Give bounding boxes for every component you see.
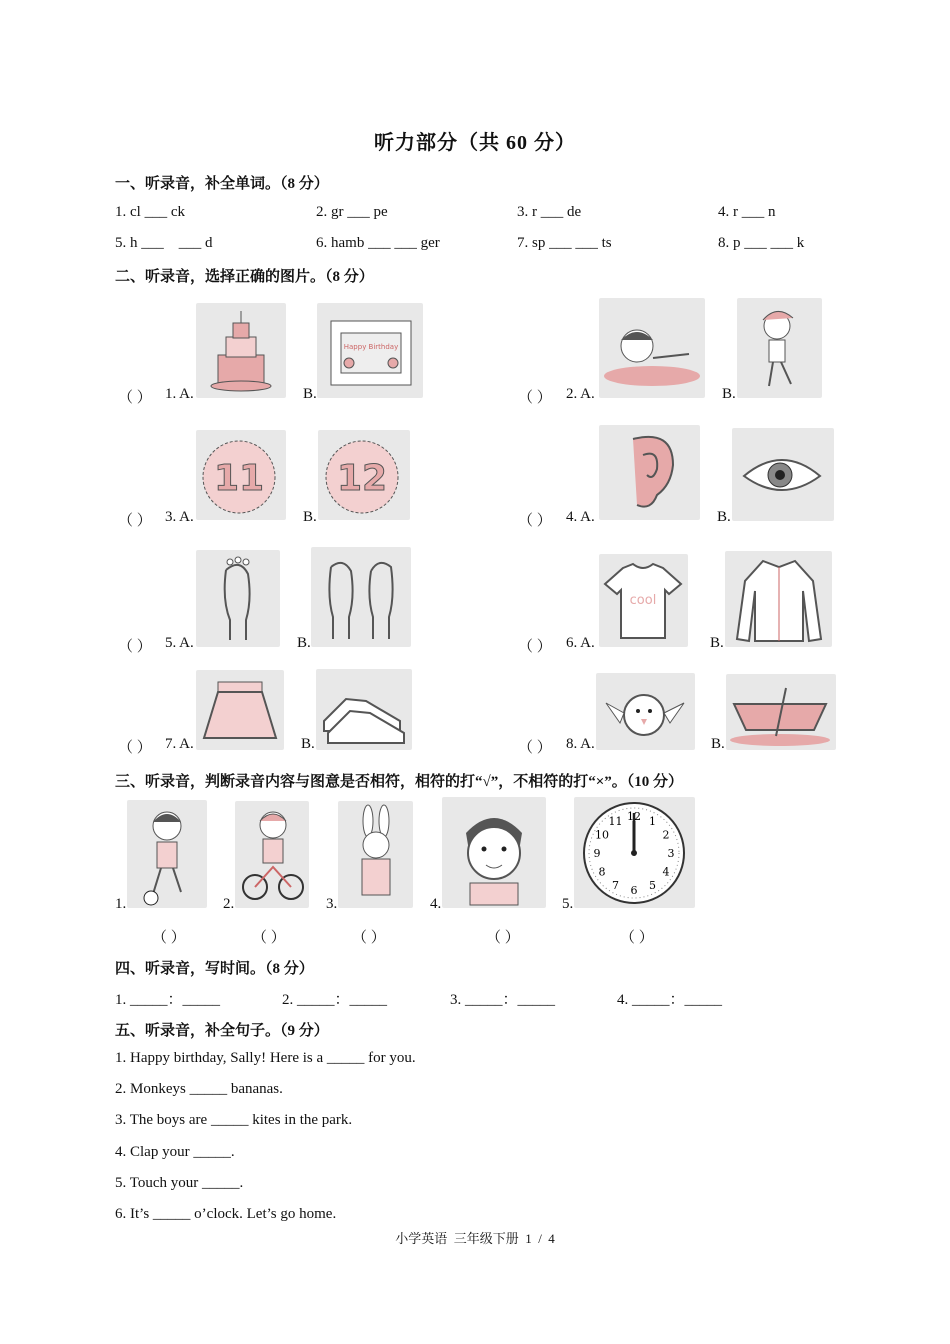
option-b-label: B. [717,509,731,525]
clock-number: 4 [662,865,670,879]
time-blank[interactable]: 4. _____：_____ [617,992,723,1008]
item-number: 1. [115,896,127,912]
t-shirt-picture[interactable] [599,554,688,647]
shirt-picture[interactable] [725,551,832,647]
fill-item: 1. cl ___ ck [115,204,185,220]
option-b-label: B. [710,635,724,651]
option-b-label: B. [297,635,311,651]
clock-number: 7 [612,879,619,893]
answer-bracket[interactable]: （ ） [518,740,552,756]
boy-touching-nose-picture[interactable] [442,797,546,908]
time-blank[interactable]: 3. _____：_____ [450,992,556,1008]
clock-number: 2 [662,828,670,842]
clock-number: 1 [649,814,656,828]
sentence-item: 2. Monkeys _____ bananas. [115,1081,283,1097]
option-b-label: B. [301,736,315,752]
clock-number: 12 [627,810,641,823]
answer-bracket[interactable]: （ ） [620,930,654,946]
time-blank[interactable]: 1. _____：_____ [115,992,221,1008]
item-number: 5. [562,896,574,912]
option-b-label: B. [303,386,317,402]
answer-bracket[interactable]: （ ） [118,740,152,756]
answer-bracket[interactable]: （ ） [486,930,520,946]
foot-picture[interactable] [196,550,280,647]
option-a-label: 7. A. [165,736,194,752]
fill-item: 2. gr ___ pe [316,204,388,220]
clock-number: 10 [594,828,609,842]
clock-number: 11 [608,814,623,828]
answer-bracket[interactable]: （ ） [252,930,286,946]
section-3-heading: 三、听录音，判断录音内容与图意是否相符，相符的打“√”，不相符的打“×”。（10 分） [115,774,684,790]
feet-picture[interactable] [311,547,411,647]
sentence-item: 4. Clap your _____. [115,1144,235,1160]
option-a-label: 3. A. [165,509,194,525]
page-title: 听力部分（共 60 分） [374,132,576,154]
option-a-label: 1. A. [165,386,194,402]
page-footer: 小学英语 三年级下册 1 / 4 [395,1231,555,1246]
card-text: Happy Birthday [343,343,399,351]
answer-bracket[interactable]: （ ） [118,513,152,529]
answer-bracket[interactable]: （ ） [118,390,152,406]
fill-item: 3. r ___ de [517,204,582,220]
fill-item: 6. hamb ___ ___ ger [316,235,440,251]
ear-picture[interactable] [599,425,700,520]
clock-number: 9 [593,847,601,860]
section-5-heading: 五、听录音，补全句子。（9 分） [115,1023,329,1039]
section-1-heading: 一、听录音，补全单词。（8 分） [115,176,329,192]
clock-picture[interactable] [574,797,695,908]
fill-item: 7. sp ___ ___ ts [517,235,612,251]
fill-item: 5. h ___ ___ d [115,235,213,251]
skirt-picture[interactable] [196,670,284,750]
shirt-text: cool [629,593,657,608]
cake-picture[interactable] [196,303,286,398]
fill-item: 8. p ___ ___ k [718,235,805,251]
answer-bracket[interactable]: （ ） [352,930,386,946]
option-a-label: 4. A. [566,509,595,525]
sentence-item: 5. Touch your _____. [115,1175,244,1191]
option-a-label: 2. A. [566,386,595,402]
clock-number: 6 [630,884,638,897]
item-number: 3. [326,896,338,912]
fill-item: 4. r ___ n [718,204,776,220]
section-2-heading: 二、听录音，选择正确的图片。（8 分） [115,269,374,285]
answer-bracket[interactable]: （ ） [518,390,552,406]
bird-picture[interactable] [596,673,695,750]
option-a-label: 8. A. [566,736,595,752]
clock-number: 5 [649,879,656,893]
item-number: 2. [223,896,235,912]
answer-bracket[interactable]: （ ） [152,930,186,946]
girl-lying-picture[interactable] [599,298,705,398]
boy-playing-football-picture[interactable] [127,800,207,908]
clock-number: 3 [667,847,675,860]
answer-bracket[interactable]: （ ） [518,513,552,529]
option-a-label: 5. A. [165,635,194,651]
answer-bracket[interactable]: （ ） [118,639,152,655]
birthday-card-picture[interactable] [317,303,423,398]
item-number: 4. [430,896,442,912]
option-a-label: 6. A. [566,635,595,651]
time-blank[interactable]: 2. _____：_____ [282,992,388,1008]
answer-bracket[interactable]: （ ） [518,639,552,655]
sentence-item: 3. The boys are _____ kites in the park. [115,1112,353,1128]
number-text: 12 [336,458,388,499]
shoes-picture[interactable] [316,669,412,750]
clock-number: 8 [598,865,606,879]
number-12-picture[interactable] [318,430,410,520]
girl-riding-bike-picture[interactable] [235,801,309,908]
boat-picture[interactable] [726,674,836,750]
number-text: 11 [213,458,265,499]
number-11-picture[interactable] [196,430,286,520]
option-b-label: B. [722,386,736,402]
sentence-item: 1. Happy birthday, Sally! Here is a _____ for you. [115,1050,416,1066]
option-b-label: B. [711,736,725,752]
rabbit-picture[interactable] [338,801,413,908]
sentence-item: 6. It’s _____ o’clock. Let’s go home. [115,1206,337,1222]
section-4-heading: 四、听录音，写时间。（8 分） [115,961,314,977]
eye-picture[interactable] [732,428,834,521]
girl-walking-picture[interactable] [737,298,822,398]
option-b-label: B. [303,509,317,525]
